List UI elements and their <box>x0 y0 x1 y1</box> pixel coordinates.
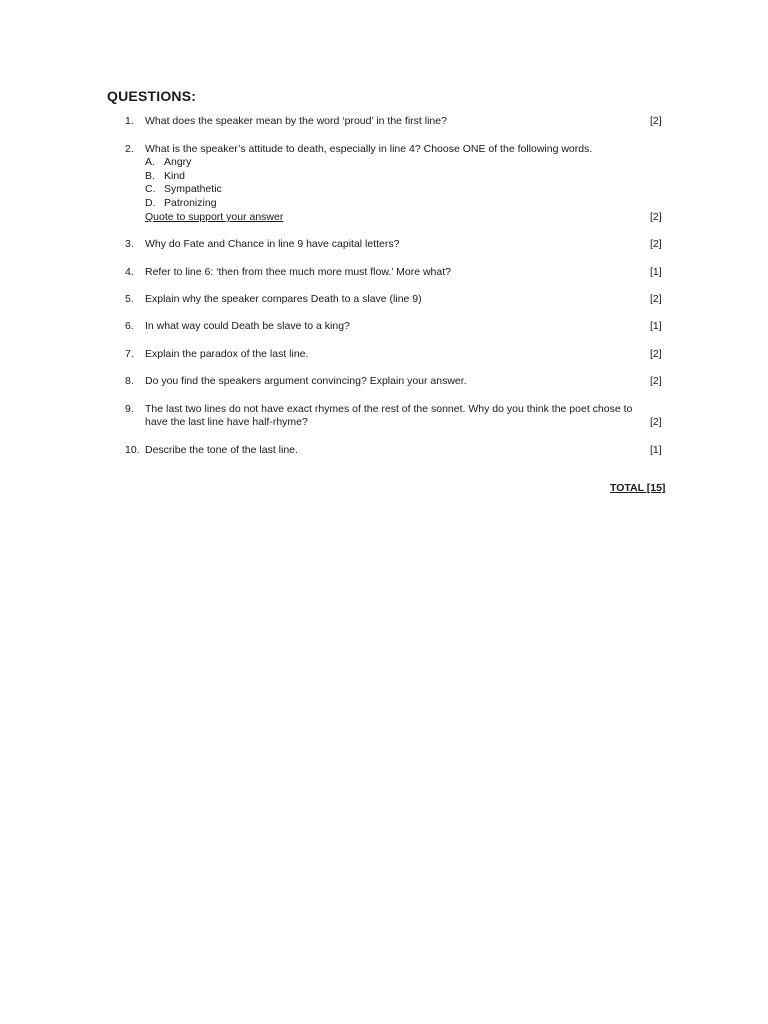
option-b-letter: B. <box>145 170 155 182</box>
option-c-letter: C. <box>145 183 156 195</box>
question-2-marks: [2] <box>650 211 662 223</box>
question-2-followup: Quote to support your answer <box>145 211 284 223</box>
question-1-number: 1. <box>125 115 134 127</box>
question-5-number: 5. <box>125 293 134 305</box>
question-7-marks: [2] <box>650 348 662 360</box>
question-8-text: Do you find the speakers argument convincing? Explain your answer. <box>145 375 467 387</box>
question-1-text: What does the speaker mean by the word ‘proud’ in the first line? <box>145 115 447 127</box>
question-3-number: 3. <box>125 238 134 250</box>
question-8-marks: [2] <box>650 375 662 387</box>
question-4-text: Refer to line 6: ‘then from thee much more must flow.’ More what? <box>145 266 451 278</box>
page-title: QUESTIONS: <box>107 88 197 104</box>
option-d-letter: D. <box>145 197 156 209</box>
question-3-marks: [2] <box>650 238 662 250</box>
question-2-text: What is the speaker’s attitude to death, especially in line 4? Choose ONE of the following words. <box>145 143 593 155</box>
option-a-letter: A. <box>145 156 155 168</box>
option-c <box>145 183 222 197</box>
question-4-number: 4. <box>125 266 134 278</box>
question-3-text: Why do Fate and Chance in line 9 have capital letters? <box>145 238 400 250</box>
total-marks: TOTAL [15] <box>610 482 666 494</box>
question-5-text: Explain why the speaker compares Death to a slave (line 9) <box>145 293 422 305</box>
question-5-marks: [2] <box>650 293 662 305</box>
question-9-text-line2: have the last line have half-rhyme? <box>145 416 308 428</box>
question-8-number: 8. <box>125 375 134 387</box>
question-10-marks: [1] <box>650 444 662 456</box>
question-10-text: Describe the tone of the last line. <box>145 444 298 456</box>
question-9-marks: [2] <box>650 416 662 428</box>
option-d-text: Patronizing <box>164 197 217 209</box>
question-2-number: 2. <box>125 143 134 155</box>
question-9-text: The last two lines do not have exact rhymes of the rest of the sonnet. Why do you think the poet chose to <box>145 403 633 415</box>
question-1-marks: [2] <box>650 115 662 127</box>
option-b <box>145 170 185 184</box>
question-6-marks: [1] <box>650 320 662 332</box>
question-6-number: 6. <box>125 320 134 332</box>
question-7-number: 7. <box>125 348 134 360</box>
question-6-text: In what way could Death be slave to a king? <box>145 320 350 332</box>
option-c-text: Sympathetic <box>164 183 222 195</box>
question-10-number: 10. <box>125 444 140 456</box>
option-a-text: Angry <box>164 156 192 168</box>
question-9-number: 9. <box>125 403 134 415</box>
question-4-marks: [1] <box>650 266 662 278</box>
option-a <box>145 156 191 170</box>
question-7-text: Explain the paradox of the last line. <box>145 348 309 360</box>
option-d <box>145 197 217 211</box>
option-b-text: Kind <box>164 170 186 182</box>
